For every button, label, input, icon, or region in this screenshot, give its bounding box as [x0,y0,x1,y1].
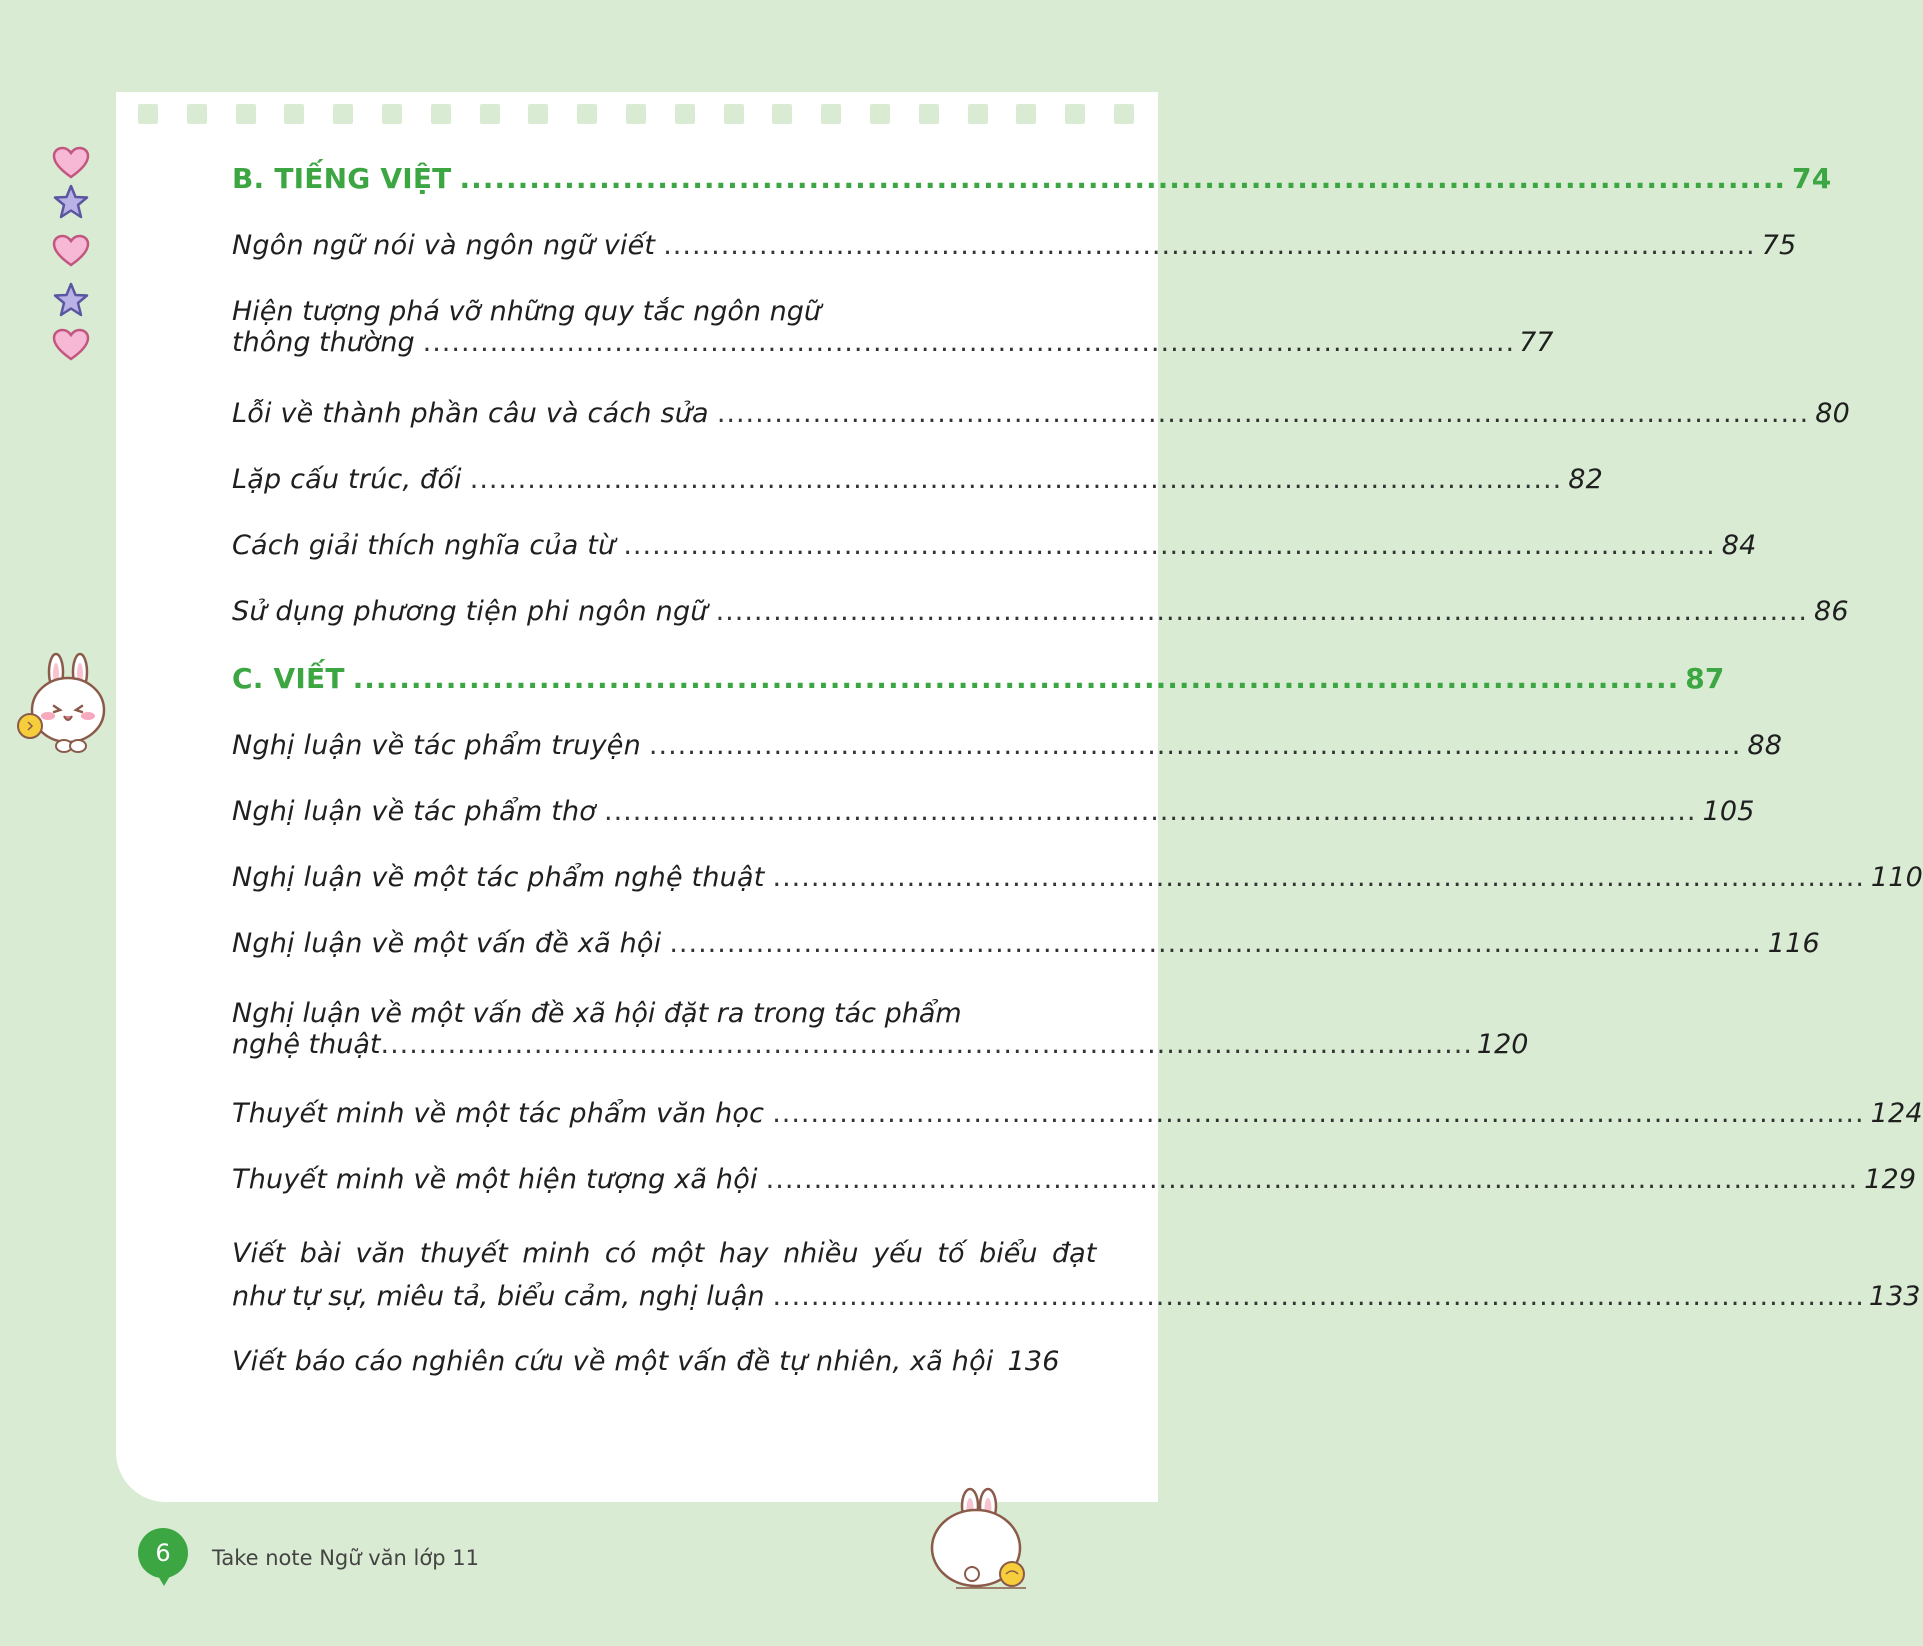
toc-page-number: 116 [1767,928,1820,959]
toc-entry[interactable] [232,928,1820,959]
star-icon [52,184,90,220]
toc-leader: .................................................................................................................. [380,1029,1473,1060]
perforation-hole [333,104,353,124]
toc-page-number: 124 [1870,1098,1923,1129]
perforation-hole [236,104,256,124]
perforation-hole [821,104,841,124]
perforation-hole [528,104,548,124]
toc-entry-title-line1: Nghị luận về một vấn đề xã hội đặt ra trong tác phẩm [232,998,962,1029]
toc-leader: .................................................................................................................. [715,596,1809,627]
toc-entry-title: Thuyết minh về một hiện tượng xã hội [232,1164,758,1195]
toc-leader: .................................................................................................................. [716,398,1810,429]
toc-entry-title: Nghị luận về tác phẩm thơ [232,796,597,827]
perforation-hole [1065,104,1085,124]
perforation-hole [968,104,988,124]
toc-entry-title: Nghị luận về tác phẩm truyện [232,730,641,761]
toc-entry[interactable] [232,296,1554,358]
toc-entry-title-line2: thông thường [232,327,415,358]
perforation-hole [1163,104,1183,124]
toc-section-title: C. VIẾT [232,662,345,695]
toc-entry-title: Lặp cấu trúc, đối [232,464,462,495]
heart-icon [52,234,90,268]
heart-icon [52,146,90,180]
toc-entry[interactable] [232,530,1757,561]
toc-entry-title: Nghị luận về một vấn đề xã hội [232,928,662,959]
toc-entry[interactable] [232,1164,1917,1195]
toc-leader: .................................................................................................................. [469,464,1563,495]
toc-leader: .................................................................................................................. [772,1281,1865,1312]
perforation-hole [382,104,402,124]
toc-page-number: 136 [1007,1346,1060,1377]
perforation-hole [724,104,744,124]
toc-entry-title: Lỗi về thành phần câu và cách sửa [232,398,709,429]
toc-entry-title: Nghị luận về một tác phẩm nghệ thuật [232,862,765,893]
toc-entry[interactable] [232,998,1529,1060]
page-perforation [116,92,1158,132]
toc-page-number: 133 [1868,1281,1921,1312]
perforation-hole [1114,104,1134,124]
toc-page-number: 105 [1702,796,1755,827]
toc-page-number: 82 [1568,464,1603,495]
heart-icon [52,328,90,362]
toc-entry[interactable] [232,230,1797,261]
toc-page-number: 129 [1864,1164,1917,1195]
toc-leader: .................................................................................................................. [648,730,1742,761]
toc-entry-title: Thuyết minh về một tác phẩm văn học [232,1098,765,1129]
toc-page-number: 110 [1870,862,1923,893]
toc-page-number: 75 [1761,230,1797,261]
toc-page-number: 74 [1792,162,1832,195]
perforation-hole [138,104,158,124]
toc-entry[interactable] [232,730,1783,761]
perforation-hole [870,104,890,124]
toc-page-number: 84 [1721,530,1757,561]
toc-entry-title-line2: như tự sự, miêu tả, biểu cảm, nghị luận [232,1281,765,1312]
toc-page-number: 87 [1685,662,1725,695]
toc-leader: .................................................................................................................. [669,928,1762,959]
toc-entry-title: Ngôn ngữ nói và ngôn ngữ viết [232,230,656,261]
toc-page-number: 86 [1814,596,1849,627]
toc-entry-title-line1: Hiện tượng phá vỡ những quy tắc ngôn ngữ [232,296,821,327]
perforation-hole [187,104,207,124]
toc-leader: .................................................................................................................. [352,662,1680,695]
perforation-hole [1016,104,1036,124]
bunny-icon [14,650,110,760]
toc-entry[interactable] [232,862,1923,893]
perforation-hole [919,104,939,124]
toc-entry-title: Cách giải thích nghĩa của từ [232,530,616,561]
toc-leader: .................................................................................................................. [422,327,1516,358]
toc-entry-title: Sử dụng phương tiện phi ngôn ngữ [232,596,708,627]
toc-page-number: 88 [1747,730,1783,761]
perforation-hole [431,104,451,124]
toc-page-number: 77 [1519,327,1554,358]
toc-page-number: 80 [1815,398,1850,429]
toc-entry-title-line1: Viết bài văn thuyết minh có một hay nhiều yếu tố biểu đạt [232,1238,1097,1269]
book-title: Take note Ngữ văn lớp 11 [212,1546,479,1570]
toc-leader: .................................................................................................................. [623,530,1716,561]
toc-entry[interactable] [232,464,1603,495]
perforation-hole [480,104,500,124]
toc-leader: .................................................................................................................. [772,1098,1865,1129]
toc-leader: .................................................................................................................. [459,162,1787,195]
toc-page-number: 120 [1476,1029,1529,1060]
toc-section-c[interactable] [232,662,1725,695]
perforation-hole [626,104,646,124]
toc-leader: .................................................................................................................. [604,796,1697,827]
toc-entry-title-line2: nghệ thuật [232,1029,381,1060]
perforation-hole [284,104,304,124]
perforation-hole [577,104,597,124]
toc-leader: .................................................................................................................. [772,862,1865,893]
toc-section-b[interactable] [232,162,1832,195]
perforation-hole [772,104,792,124]
toc-leader: .................................................................................................................. [663,230,1756,261]
toc-entry[interactable] [232,596,1849,627]
perforation-hole [675,104,695,124]
toc-entry[interactable] [232,796,1755,827]
toc-entry[interactable] [232,398,1850,429]
toc-entry[interactable] [232,1238,1921,1312]
bunny-icon [926,1486,1036,1596]
toc-section-title: B. TIẾNG VIỆT [232,162,452,195]
star-icon [52,282,90,318]
toc-leader: .................................................................................................................. [765,1164,1859,1195]
toc-entry[interactable] [232,1098,1923,1129]
page-number-badge: 6 [138,1528,188,1578]
toc-entry-title: Viết báo cáo nghiên cứu về một vấn đề tự nhiên, xã hội [232,1346,994,1377]
toc-entry[interactable] [232,1346,1060,1377]
